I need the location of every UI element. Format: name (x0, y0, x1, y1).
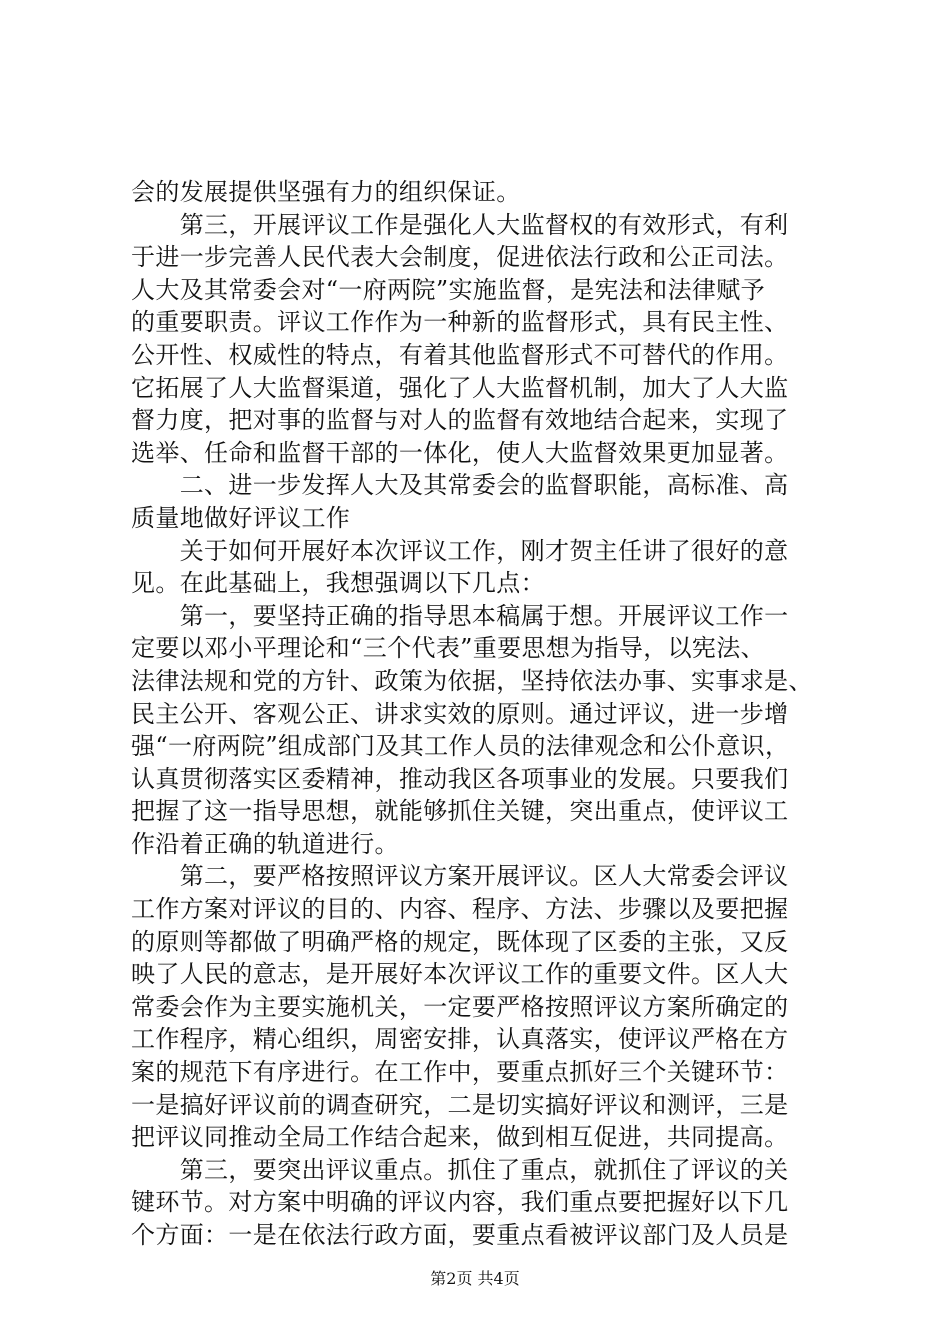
text-line: 案的规范下有序进行。在工作中，要重点抓好三个关键环节： (131, 1058, 789, 1087)
text-line: 定要以邓小平理论和“三个代表”重要思想为指导，以宪法、 (131, 634, 765, 663)
text-line: 督力度，把对事的监督与对人的监督有效地结合起来，实现了 (131, 406, 789, 435)
page-footer: 第2页 共4页 (430, 1269, 520, 1288)
text-line: 的原则等都做了明确严格的规定，既体现了区委的主张，又反 (131, 927, 789, 956)
text-line: 把握了这一指导思想，就能够抓住关键，突出重点，使评议工 (131, 797, 789, 826)
text-line: 选举、任命和监督干部的一体化，使人大监督效果更加显著。 (131, 438, 789, 467)
text-line: 民主公开、客观公正、讲求实效的原则。通过评议，进一步增 (131, 699, 789, 728)
text-line: 法律法规和党的方针、政策为依据，坚持依法办事、实事求是、 (131, 666, 813, 695)
text-line: 强“一府两院”组成部门及其工作人员的法律观念和公仆意识， (131, 732, 790, 761)
text-line: 工作程序，精心组织，周密安排，认真落实，使评议严格在方 (131, 1025, 789, 1054)
text-line: 公开性、权威性的特点，有着其他监督形式不可替代的作用。 (131, 340, 789, 369)
text-line: 第三，开展评议工作是强化人大监督权的有效形式，有利 (131, 210, 789, 239)
text-line: 关于如何开展好本次评议工作，刚才贺主任讲了很好的意 (131, 536, 789, 565)
document-body (131, 176, 831, 1252)
text-line: 第一，要坚持正确的指导思本稿属于想。开展评议工作一 (131, 601, 789, 630)
text-line: 第二，要严格按照评议方案开展评议。区人大常委会评议 (131, 862, 789, 891)
text-line: 把评议同推动全局工作结合起来，做到相互促进，共同提高。 (131, 1123, 789, 1152)
text-line: 一是搞好评议前的调查研究，二是切实搞好评议和测评，三是 (131, 1090, 789, 1119)
text-line: 人大及其常委会对“一府两院”实施监督，是宪法和法律赋予 (131, 275, 765, 304)
text-line: 第三，要突出评议重点。抓住了重点，就抓住了评议的关 (131, 1155, 789, 1184)
text-line: 于进一步完善人民代表大会制度，促进依法行政和公正司法。 (131, 243, 789, 272)
text-line: 质量地做好评议工作 (131, 503, 351, 532)
text-line: 会的发展提供坚强有力的组织保证。 (131, 178, 521, 206)
text-line: 二、进一步发挥人大及其常委会的监督职能，高标准、高 (131, 471, 789, 500)
text-line: 工作方案对评议的目的、内容、程序、方法、步骤以及要把握 (131, 895, 789, 924)
text-line: 作沿着正确的轨道进行。 (131, 829, 399, 858)
text-line: 见。在此基础上，我想强调以下几点： (131, 569, 545, 598)
text-line: 映了人民的意志，是开展好本次评议工作的重要文件。区人大 (131, 960, 789, 989)
text-line: 常委会作为主要实施机关，一定要严格按照评议方案所确定的 (131, 992, 789, 1021)
text-line: 的重要职责。评议工作作为一种新的监督形式，具有民主性、 (131, 308, 789, 337)
text-line: 认真贯彻落实区委精神，推动我区各项事业的发展。只要我们 (131, 764, 789, 793)
text-line: 它拓展了人大监督渠道，强化了人大监督机制，加大了人大监 (131, 373, 789, 402)
text-line: 个方面：一是在依法行政方面，要重点看被评议部门及人员是 (131, 1221, 789, 1249)
text-line: 键环节。对方案中明确的评议内容，我们重点要把握好以下几 (131, 1188, 789, 1217)
